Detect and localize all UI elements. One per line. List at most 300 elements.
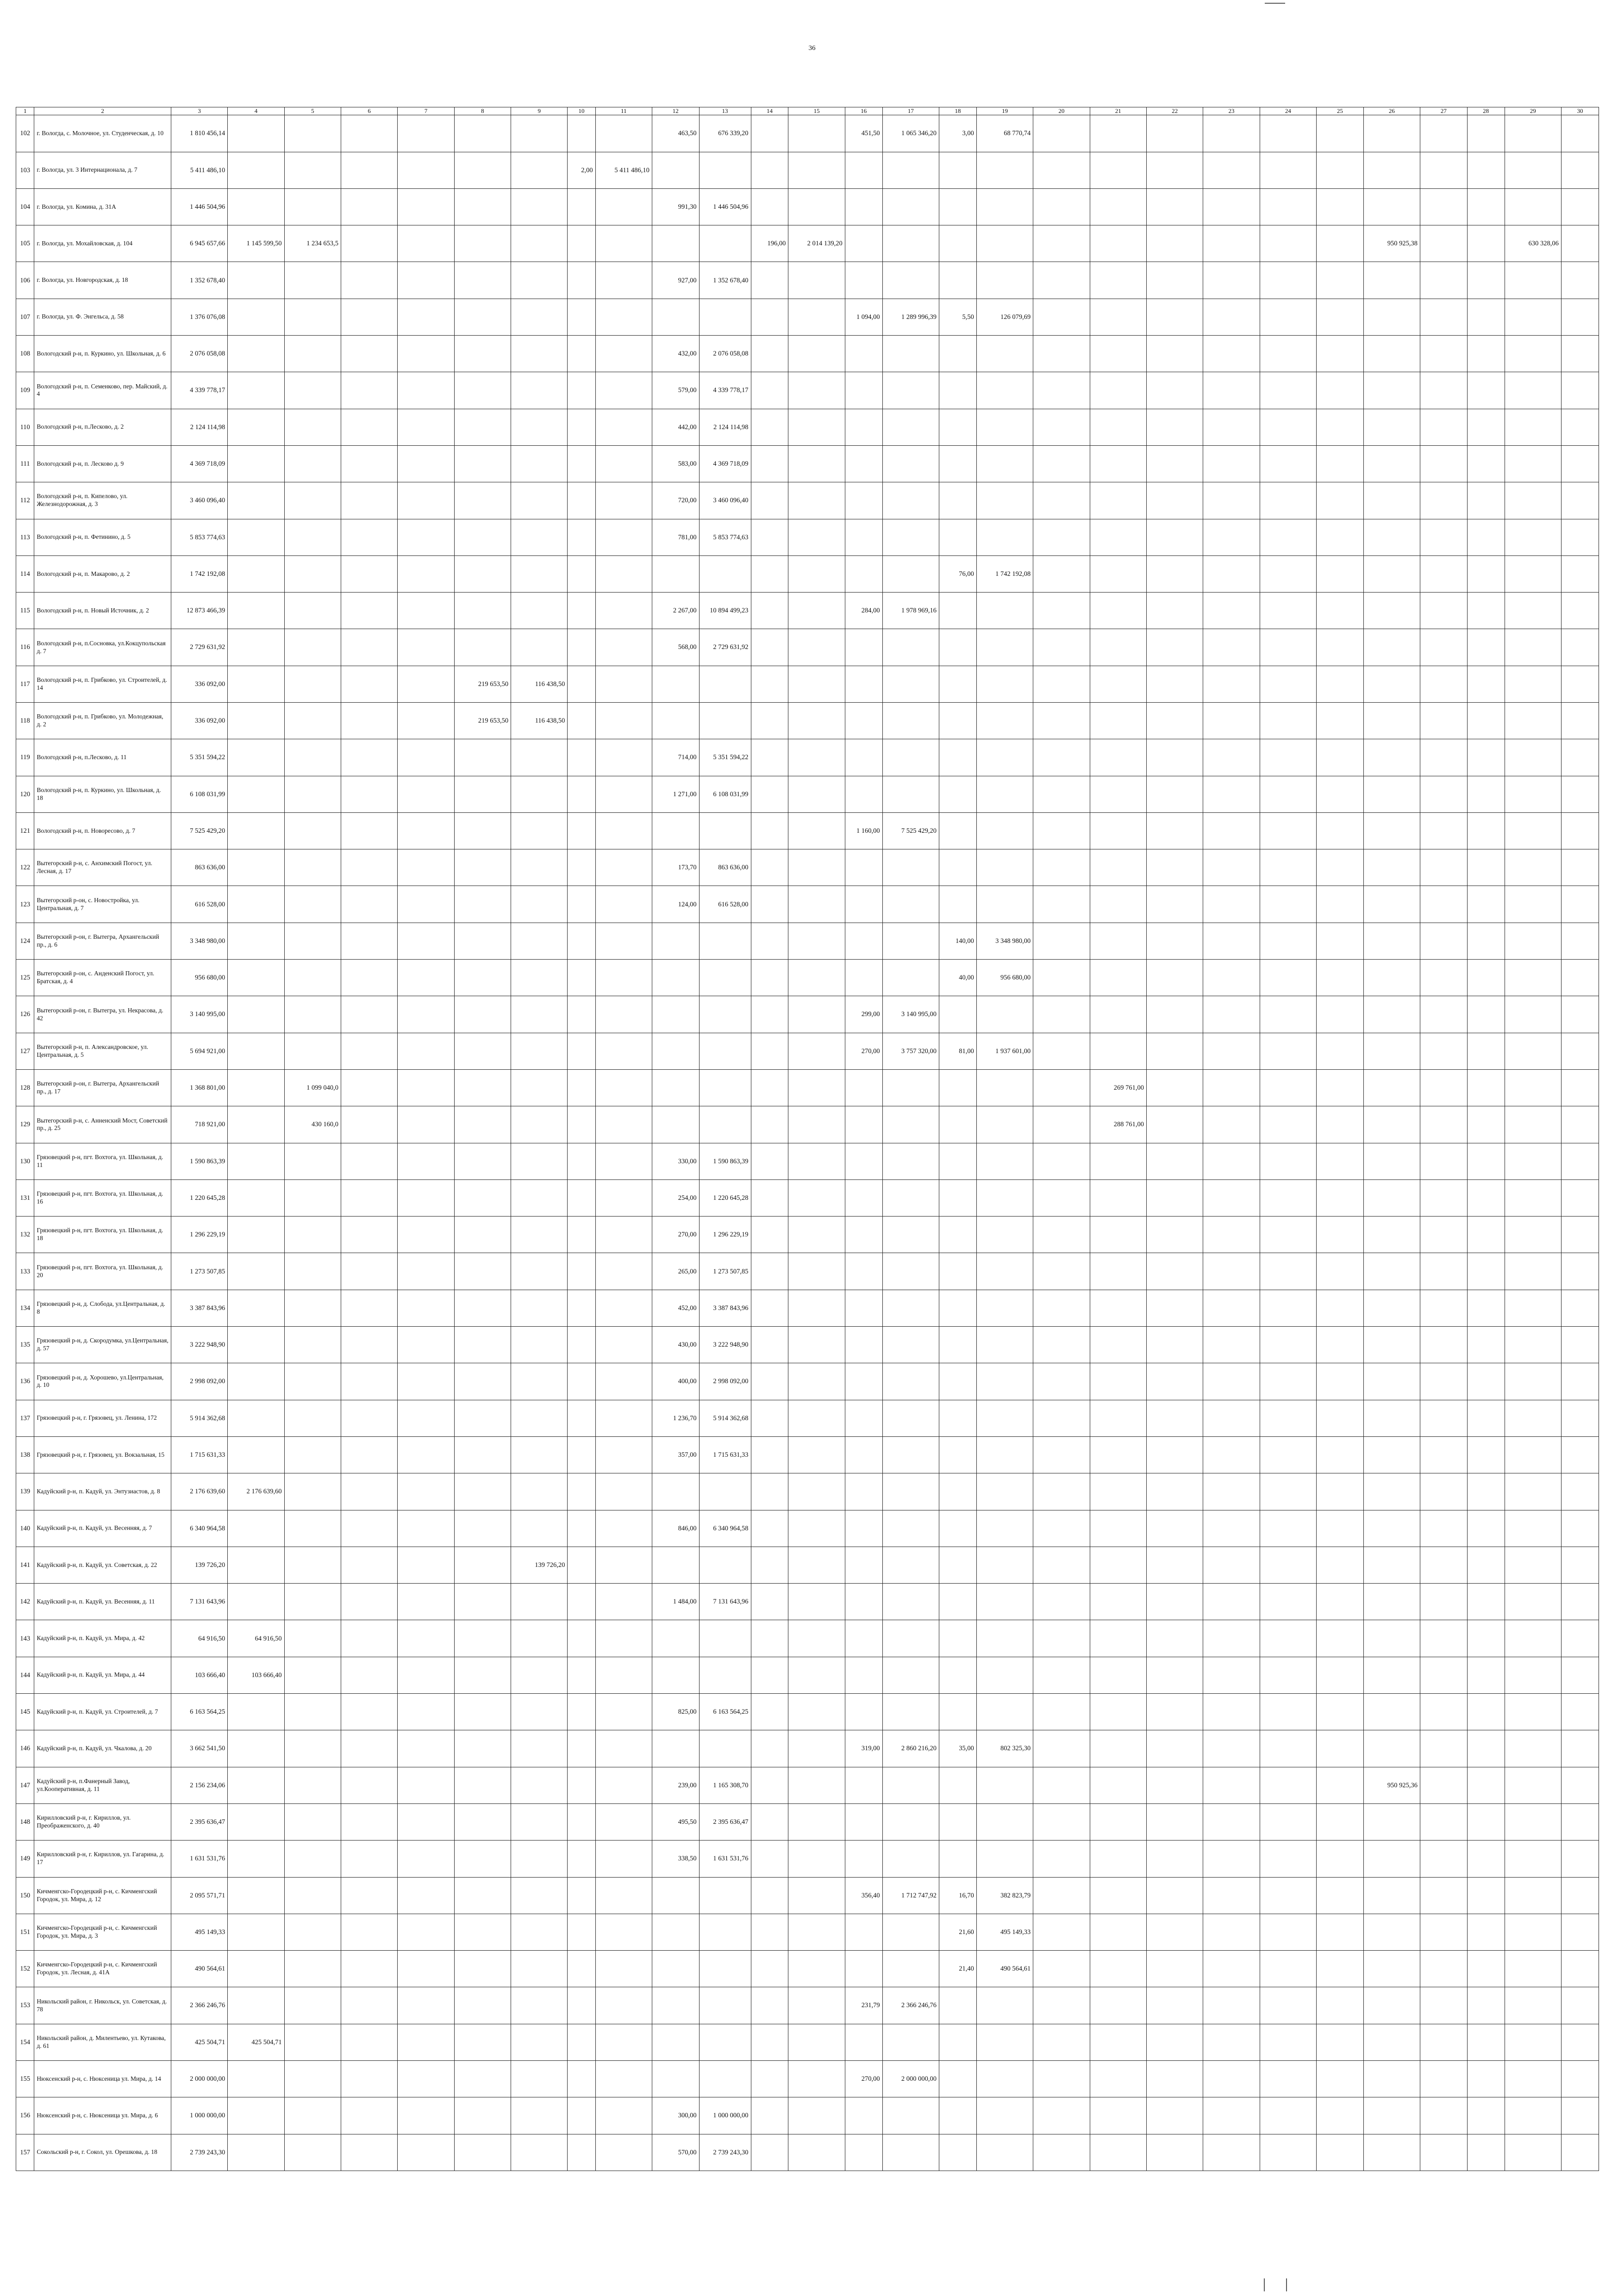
value-cell — [1033, 409, 1090, 445]
value-cell — [454, 1914, 511, 1950]
value-cell — [454, 1400, 511, 1436]
value-cell — [1317, 482, 1364, 519]
value-cell — [751, 1730, 788, 1767]
value-cell — [398, 555, 454, 592]
column-header: 27 — [1420, 107, 1468, 115]
value-cell — [595, 739, 652, 776]
table-row — [16, 1253, 1599, 1290]
value-cell — [652, 152, 699, 188]
value-cell — [845, 739, 882, 776]
column-header: 29 — [1505, 107, 1561, 115]
value-cell — [1317, 1143, 1364, 1179]
value-cell — [1260, 1547, 1316, 1583]
value-cell — [1090, 739, 1146, 776]
value-cell — [398, 1730, 454, 1767]
value-cell — [454, 1033, 511, 1069]
value-cell — [398, 1951, 454, 1987]
value-cell — [976, 225, 1033, 262]
row-number: 104 — [16, 188, 34, 225]
value-cell — [284, 666, 341, 702]
value-cell: 103 666,40 — [228, 1657, 284, 1693]
value-cell — [398, 445, 454, 482]
value-cell — [652, 666, 699, 702]
value-cell — [845, 1473, 882, 1510]
value-cell — [1467, 1400, 1505, 1436]
value-cell — [1090, 115, 1146, 152]
value-cell: 2 000 000,00 — [171, 2060, 227, 2097]
value-cell: 1 234 653,5 — [284, 225, 341, 262]
value-cell — [568, 336, 595, 372]
value-cell: 6 340 964,58 — [699, 1510, 751, 1547]
value-cell — [228, 1914, 284, 1950]
value-cell — [939, 519, 977, 555]
value-cell: 6 108 031,99 — [171, 776, 227, 812]
value-cell — [454, 1657, 511, 1693]
value-cell — [1203, 115, 1260, 152]
value-cell: 319,00 — [845, 1730, 882, 1767]
value-cell — [1420, 115, 1468, 152]
value-cell — [976, 188, 1033, 225]
value-cell — [1505, 1657, 1561, 1693]
value-cell — [1033, 1327, 1090, 1363]
value-cell — [1420, 1877, 1468, 1914]
value-cell — [939, 2060, 977, 2097]
value-cell — [341, 923, 398, 959]
value-cell — [1146, 1069, 1203, 1106]
value-cell — [882, 1436, 939, 1473]
value-cell — [1505, 262, 1561, 299]
value-cell — [1260, 1951, 1316, 1987]
value-cell — [1090, 1620, 1146, 1657]
value-cell — [976, 1400, 1033, 1436]
value-cell — [1420, 1730, 1468, 1767]
address-cell: Кадуйский р-н, п.Фанерный Завод, ул.Кооперативная, д. 11 — [34, 1767, 171, 1803]
value-cell — [1467, 1473, 1505, 1510]
value-cell — [1090, 188, 1146, 225]
value-cell — [1090, 1803, 1146, 1840]
value-cell — [1505, 776, 1561, 812]
value-cell — [788, 886, 845, 923]
top-corner-mark — [1265, 0, 1285, 4]
value-cell — [1203, 1841, 1260, 1877]
table-row — [16, 1473, 1599, 1510]
value-cell — [1317, 555, 1364, 592]
value-cell — [1033, 299, 1090, 335]
value-cell — [882, 262, 939, 299]
row-number: 109 — [16, 372, 34, 409]
value-cell: 3 757 320,00 — [882, 1033, 939, 1069]
value-cell: 451,50 — [845, 115, 882, 152]
value-cell — [845, 1363, 882, 1400]
table-row — [16, 2060, 1599, 2097]
value-cell: 219 653,50 — [454, 666, 511, 702]
value-cell — [882, 152, 939, 188]
value-cell: 336 092,00 — [171, 703, 227, 739]
value-cell: 781,00 — [652, 519, 699, 555]
value-cell — [1467, 519, 1505, 555]
value-cell — [595, 923, 652, 959]
column-header: 13 — [699, 107, 751, 115]
value-cell — [1467, 372, 1505, 409]
value-cell — [454, 482, 511, 519]
value-cell — [1090, 2024, 1146, 2060]
value-cell — [398, 739, 454, 776]
value-cell — [511, 593, 568, 629]
value-cell — [1090, 1841, 1146, 1877]
value-cell — [284, 519, 341, 555]
address-cell: Сокольский р-н, г. Сокол, ул. Орешкова, д. 18 — [34, 2134, 171, 2171]
value-cell — [511, 115, 568, 152]
value-cell — [1467, 152, 1505, 188]
value-cell — [652, 960, 699, 996]
value-cell — [511, 960, 568, 996]
value-cell — [1505, 593, 1561, 629]
value-cell — [398, 812, 454, 849]
value-cell — [1317, 1694, 1364, 1730]
value-cell — [699, 152, 751, 188]
value-cell — [1317, 1987, 1364, 2024]
value-cell — [1467, 776, 1505, 812]
value-cell — [1420, 2134, 1468, 2171]
value-cell — [1260, 1436, 1316, 1473]
value-cell: 2 395 636,47 — [699, 1803, 751, 1840]
value-cell — [1420, 445, 1468, 482]
value-cell — [976, 1510, 1033, 1547]
row-number: 103 — [16, 152, 34, 188]
value-cell — [511, 482, 568, 519]
value-cell — [751, 996, 788, 1033]
value-cell: 1 145 599,50 — [228, 225, 284, 262]
row-number: 115 — [16, 593, 34, 629]
value-cell — [1203, 372, 1260, 409]
value-cell — [511, 1033, 568, 1069]
value-cell — [1317, 923, 1364, 959]
value-cell — [595, 1694, 652, 1730]
table-row — [16, 1657, 1599, 1693]
value-cell: 991,30 — [652, 188, 699, 225]
value-cell — [1260, 1363, 1316, 1400]
value-cell: 16,70 — [939, 1877, 977, 1914]
value-cell — [1420, 1914, 1468, 1950]
value-cell — [1467, 482, 1505, 519]
value-cell — [228, 152, 284, 188]
value-cell — [976, 1290, 1033, 1326]
value-cell — [454, 262, 511, 299]
value-cell: 126 079,69 — [976, 299, 1033, 335]
value-cell: 3 348 980,00 — [976, 923, 1033, 959]
table-row — [16, 1877, 1599, 1914]
value-cell — [1033, 1951, 1090, 1987]
value-cell — [1420, 703, 1468, 739]
value-cell — [1561, 739, 1599, 776]
value-cell — [1363, 1547, 1420, 1583]
value-cell — [1090, 923, 1146, 959]
value-cell — [1467, 1657, 1505, 1693]
value-cell — [751, 1327, 788, 1363]
value-cell — [454, 409, 511, 445]
value-cell: 846,00 — [652, 1510, 699, 1547]
value-cell — [228, 445, 284, 482]
value-cell — [1090, 1473, 1146, 1510]
value-cell — [1146, 1400, 1203, 1436]
value-cell — [341, 1290, 398, 1326]
value-cell — [1363, 739, 1420, 776]
value-cell — [1260, 1400, 1316, 1436]
value-cell — [1317, 188, 1364, 225]
value-cell — [511, 1510, 568, 1547]
value-cell — [939, 1069, 977, 1106]
value-cell — [788, 336, 845, 372]
value-cell — [341, 409, 398, 445]
value-cell — [568, 739, 595, 776]
value-cell — [788, 2134, 845, 2171]
row-number: 142 — [16, 1584, 34, 1620]
value-cell: 338,50 — [652, 1841, 699, 1877]
value-cell — [1363, 1987, 1420, 2024]
value-cell — [1317, 776, 1364, 812]
value-cell — [1260, 1620, 1316, 1657]
value-cell — [939, 482, 977, 519]
value-cell — [882, 445, 939, 482]
row-number: 135 — [16, 1327, 34, 1363]
value-cell — [595, 2134, 652, 2171]
value-cell — [568, 2134, 595, 2171]
value-cell: 116 438,50 — [511, 666, 568, 702]
value-cell — [699, 2024, 751, 2060]
value-cell — [1090, 1657, 1146, 1693]
row-number: 141 — [16, 1547, 34, 1583]
value-cell: 2 124 114,98 — [699, 409, 751, 445]
value-cell — [751, 555, 788, 592]
value-cell — [1505, 336, 1561, 372]
value-cell — [1505, 115, 1561, 152]
value-cell — [398, 409, 454, 445]
value-cell — [1203, 812, 1260, 849]
address-cell: Вытегорский р-он, г. Вытегра, Архангельский пр., д. 6 — [34, 923, 171, 959]
value-cell — [284, 739, 341, 776]
value-cell — [595, 776, 652, 812]
value-cell — [1033, 1657, 1090, 1693]
address-cell: Вытегорский р-он, г. Вытегра, Архангельский пр., д. 17 — [34, 1069, 171, 1106]
value-cell — [1146, 960, 1203, 996]
row-number: 149 — [16, 1841, 34, 1877]
value-cell — [976, 262, 1033, 299]
value-cell — [882, 1657, 939, 1693]
value-cell — [1033, 1253, 1090, 1290]
value-cell: 7 131 643,96 — [171, 1584, 227, 1620]
value-cell: 5 914 362,68 — [171, 1400, 227, 1436]
value-cell — [1033, 115, 1090, 152]
value-cell — [751, 1143, 788, 1179]
value-cell — [699, 923, 751, 959]
table-row — [16, 409, 1599, 445]
value-cell — [1146, 1584, 1203, 1620]
value-cell — [652, 996, 699, 1033]
value-cell: 103 666,40 — [171, 1657, 227, 1693]
row-number: 137 — [16, 1400, 34, 1436]
value-cell — [699, 1033, 751, 1069]
address-cell: Вологодский р-н, п. Кипелово, ул. Железнодорожная, д. 3 — [34, 482, 171, 519]
value-cell — [228, 1951, 284, 1987]
value-cell — [1203, 1951, 1260, 1987]
value-cell — [595, 1363, 652, 1400]
value-cell — [398, 2024, 454, 2060]
value-cell — [1317, 703, 1364, 739]
value-cell — [228, 1253, 284, 1290]
value-cell — [341, 849, 398, 886]
value-cell — [845, 1620, 882, 1657]
value-cell — [284, 445, 341, 482]
value-cell — [1561, 1841, 1599, 1877]
address-cell: Вытегорский р-он, с. Анденский Погост, ул. Братская, д. 4 — [34, 960, 171, 996]
value-cell — [454, 1069, 511, 1106]
value-cell — [882, 2024, 939, 2060]
value-cell — [511, 1620, 568, 1657]
value-cell — [1561, 1694, 1599, 1730]
value-cell — [939, 1253, 977, 1290]
value-cell — [398, 482, 454, 519]
value-cell — [845, 1290, 882, 1326]
value-cell: 2 076 058,08 — [699, 336, 751, 372]
value-cell — [1317, 336, 1364, 372]
value-cell — [1505, 1584, 1561, 1620]
value-cell — [788, 372, 845, 409]
value-cell — [1467, 336, 1505, 372]
value-cell — [788, 960, 845, 996]
value-cell — [511, 1767, 568, 1803]
value-cell — [1467, 1363, 1505, 1400]
value-cell — [882, 1473, 939, 1510]
value-cell — [284, 1803, 341, 1840]
value-cell — [1317, 519, 1364, 555]
value-cell: 863 636,00 — [171, 849, 227, 886]
table-row — [16, 1400, 1599, 1436]
table-row — [16, 555, 1599, 592]
value-cell — [568, 1290, 595, 1326]
value-cell — [1146, 812, 1203, 849]
value-cell — [284, 849, 341, 886]
value-cell: 863 636,00 — [699, 849, 751, 886]
value-cell — [454, 372, 511, 409]
value-cell — [1033, 776, 1090, 812]
value-cell — [398, 629, 454, 666]
table-row — [16, 1033, 1599, 1069]
value-cell — [751, 1217, 788, 1253]
value-cell — [341, 1069, 398, 1106]
value-cell — [845, 629, 882, 666]
value-cell — [511, 2134, 568, 2171]
value-cell — [1203, 703, 1260, 739]
column-header: 12 — [652, 107, 699, 115]
value-cell — [1203, 1253, 1260, 1290]
value-cell — [1505, 1767, 1561, 1803]
value-cell — [1363, 409, 1420, 445]
value-cell — [1146, 115, 1203, 152]
table-row — [16, 445, 1599, 482]
value-cell — [882, 1620, 939, 1657]
value-cell — [788, 1400, 845, 1436]
value-cell — [1467, 1877, 1505, 1914]
value-cell — [699, 703, 751, 739]
value-cell — [284, 629, 341, 666]
value-cell — [1467, 115, 1505, 152]
address-cell: Вологодский р-н, п. Куркино, ул. Школьная, д. 6 — [34, 336, 171, 372]
value-cell — [1467, 262, 1505, 299]
value-cell — [1146, 555, 1203, 592]
value-cell — [228, 409, 284, 445]
value-cell — [1260, 445, 1316, 482]
value-cell — [1420, 519, 1468, 555]
value-cell — [1203, 2134, 1260, 2171]
address-cell: Вологодский р-н, п.Сосновка, ул.Кокцупольская д. 7 — [34, 629, 171, 666]
value-cell — [595, 703, 652, 739]
value-cell — [1090, 372, 1146, 409]
value-cell — [1420, 1510, 1468, 1547]
value-cell — [1467, 1547, 1505, 1583]
value-cell: 7 131 643,96 — [699, 1584, 751, 1620]
value-cell — [228, 703, 284, 739]
value-cell — [568, 1694, 595, 1730]
value-cell — [454, 776, 511, 812]
value-cell — [1420, 372, 1468, 409]
value-cell — [1505, 1547, 1561, 1583]
value-cell — [284, 1877, 341, 1914]
table-row — [16, 152, 1599, 188]
value-cell — [1467, 1803, 1505, 1840]
value-cell — [788, 1841, 845, 1877]
row-number: 117 — [16, 666, 34, 702]
value-cell — [845, 960, 882, 996]
value-cell — [1467, 1914, 1505, 1950]
row-number: 114 — [16, 555, 34, 592]
value-cell — [1146, 1694, 1203, 1730]
value-cell: 1 742 192,08 — [171, 555, 227, 592]
value-cell — [1317, 1327, 1364, 1363]
value-cell — [1260, 1253, 1316, 1290]
value-cell — [1033, 1694, 1090, 1730]
value-cell — [1363, 1179, 1420, 1216]
value-cell — [228, 1584, 284, 1620]
address-cell: г. Вологда, с. Молочное, ул. Студенческая, д. 10 — [34, 115, 171, 152]
value-cell — [284, 1400, 341, 1436]
value-cell — [845, 2097, 882, 2134]
value-cell — [595, 1473, 652, 1510]
table-row — [16, 996, 1599, 1033]
value-cell — [1505, 849, 1561, 886]
value-cell — [1467, 1620, 1505, 1657]
value-cell — [1203, 1033, 1260, 1069]
value-cell — [1561, 1106, 1599, 1143]
address-cell: Грязовецкий р-н, д. Слобода, ул.Центральная, д. 8 — [34, 1290, 171, 1326]
value-cell — [751, 1363, 788, 1400]
value-cell — [882, 1803, 939, 1840]
value-cell — [568, 1436, 595, 1473]
value-cell — [284, 1730, 341, 1767]
value-cell — [568, 1730, 595, 1767]
value-cell: 1 484,00 — [652, 1584, 699, 1620]
value-cell — [228, 1841, 284, 1877]
value-cell: 1 631 531,76 — [171, 1841, 227, 1877]
value-cell — [1561, 593, 1599, 629]
value-cell: 1 220 645,28 — [699, 1179, 751, 1216]
value-cell — [228, 1363, 284, 1400]
value-cell — [1420, 739, 1468, 776]
value-cell — [228, 115, 284, 152]
value-cell — [1363, 593, 1420, 629]
value-cell — [568, 1327, 595, 1363]
value-cell — [1146, 1914, 1203, 1950]
value-cell — [1146, 666, 1203, 702]
